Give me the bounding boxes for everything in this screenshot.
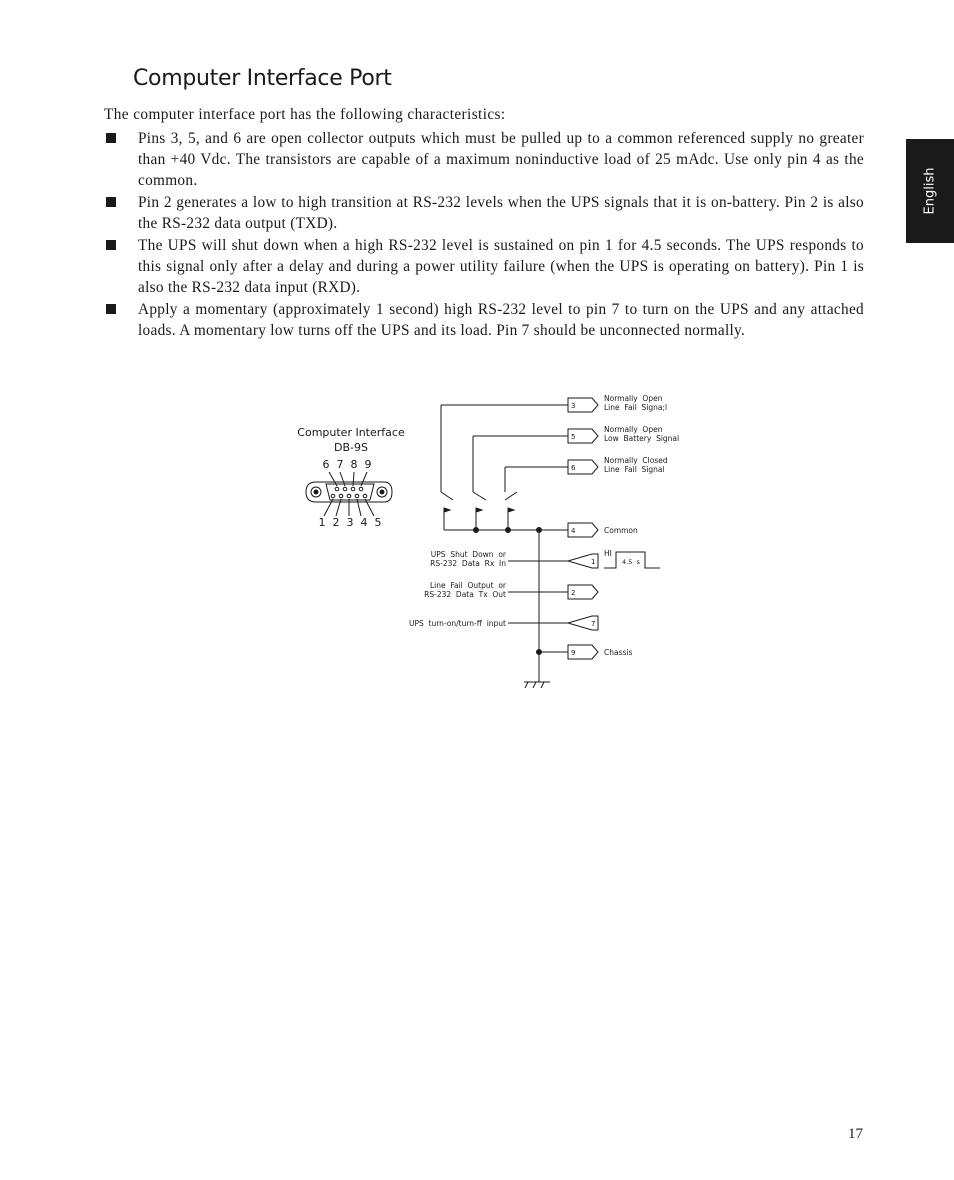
pin-5-label-1: Normally Open [604,425,663,434]
pin-3-marker [568,398,598,412]
square-bullet-icon [106,304,116,314]
relay-wiring [441,405,568,688]
pin-2-marker [568,585,598,599]
connector-top-pins: 6 7 8 9 [322,458,372,471]
pin-5-label-2: Low Battery Signal [604,434,680,443]
list-item: The UPS will shut down when a high RS-232 level is sustained on pin 1 for 4.5 seconds. The UPS responds to this signal only after a delay and during a power utility failure (when the UPS is operating on battery). Pin 1 is also the RS-232 data input (RXD). [104,235,864,298]
pin-5-marker [568,429,598,443]
pin-4-label: Common [604,526,638,535]
pin-9-label: Chassis [604,648,633,657]
pin-5-number: 5 [571,433,576,441]
pin-2-input-label-2: RS-232 Data Tx Out [424,590,506,599]
db9-connector-icon [306,472,392,516]
pin-2-input-label-1: Line Fail Output or [429,581,506,590]
pin-9-number: 9 [571,649,576,657]
pulse-waveform [604,552,660,568]
pin-6-number: 6 [571,464,576,472]
connector-bottom-pins: 1 2 3 4 5 [318,516,382,529]
pin-6-label-2: Line Fail Signal [604,465,665,474]
pin-4-number: 4 [571,527,576,535]
pin-1-input-label-2: RS-232 Data Rx In [430,559,506,568]
pin-3-number: 3 [571,402,576,410]
pin-3-label-2: Line Fail Signa;l [604,403,668,412]
pin-1-marker [568,554,598,568]
pin-markers [568,398,598,659]
pin-7-input-label: UPS turn-on/turn-ff input [409,619,506,628]
pin-7-number: 7 [591,620,596,628]
pin-6-label-1: Normally Closed [604,456,668,465]
pin-1-input-label-1: UPS Shut Down or [430,550,506,559]
pin-1-number: 1 [591,558,596,566]
pulse-time-label: 4.5 s [622,558,640,566]
connector-title: Computer Interface [297,426,405,439]
characteristics-list [104,128,864,342]
pin-7-marker [568,616,598,630]
list-item: Pin 2 generates a low to high transition at RS-232 levels when the UPS signals that it is on-battery. Pin 2 is also the RS-232 data output (TXD). [104,192,864,234]
pulse-hi-label: HI [604,549,612,558]
list-item: Apply a momentary (approximately 1 second) high RS-232 level to pin 7 to turn on the UPS and any attached loads. A momentary low turns off the UPS and its load. Pin 7 should be unconnected normally. [104,299,864,341]
side-tab-label: English [922,167,938,215]
connector-model: DB-9S [334,441,368,454]
language-side-tab [906,139,954,243]
pin-3-label-1: Normally Open [604,394,663,403]
pin-6-marker [568,460,598,474]
page-title: Computer Interface Port [133,66,392,91]
intro-text: The computer interface port has the following characteristics: [104,106,506,123]
pin-2-number: 2 [571,589,576,597]
pin-9-marker [568,645,598,659]
square-bullet-icon [106,240,116,250]
square-bullet-icon [106,133,116,143]
square-bullet-icon [106,197,116,207]
list-item: Pins 3, 5, and 6 are open collector outputs which must be pulled up to a common referenced supply no greater than +40 Vdc. The transistors are capable of a maximum noninductive load of 25 mAdc. Use only pin 4 as the common. [104,128,864,191]
page-number: 17 [848,1126,863,1142]
pin-4-marker [568,523,598,537]
